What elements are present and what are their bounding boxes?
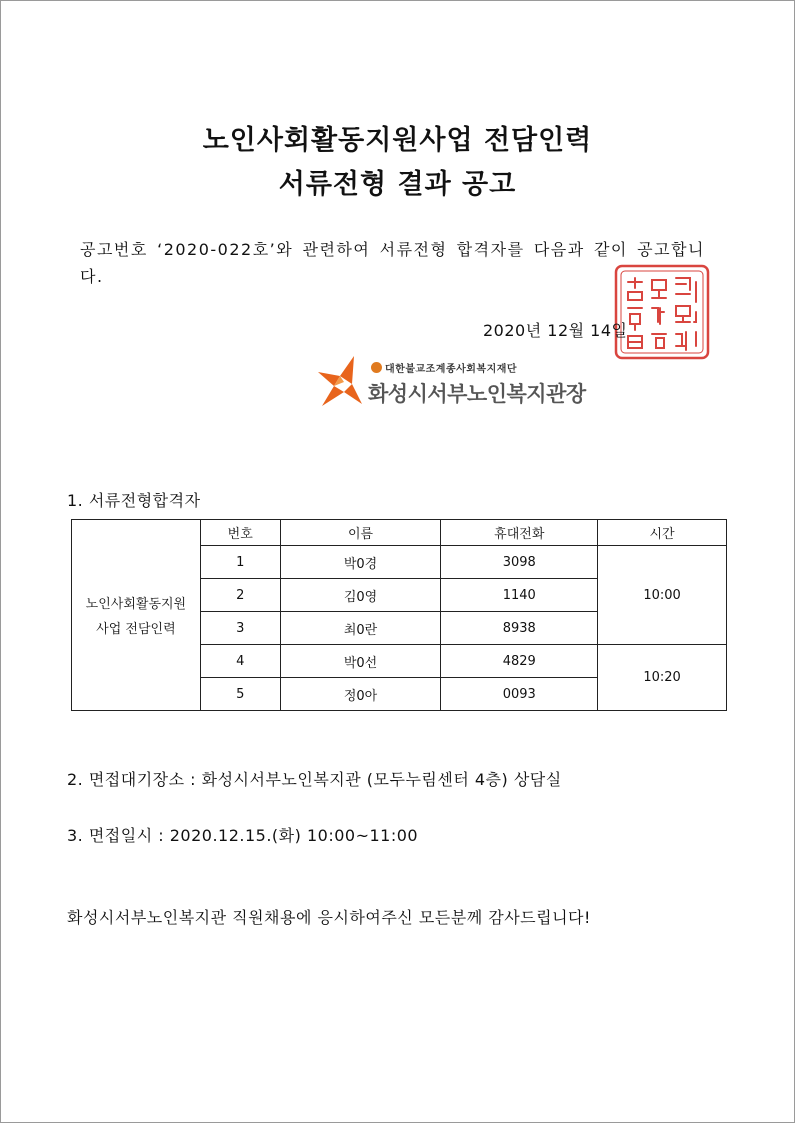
row-phone: 3098: [441, 546, 598, 579]
row-name: 김0영: [280, 579, 441, 612]
section-interview-location: 2. 면접대기장소 : 화성시서부노인복지관 (모두누림센터 4층) 상담실: [67, 770, 562, 789]
page-title: 노인사회활동지원사업 전담인력: [202, 125, 593, 156]
intro-paragraph: 공고번호 ‘2020-022호’와 관련하여 서류전형 합격자를 다음과 같이 공고합니다.: [80, 240, 705, 286]
row-number: 3: [200, 612, 280, 645]
row-phone: 4829: [441, 645, 598, 678]
official-seal-icon: [612, 262, 712, 362]
row-phone: 0093: [441, 678, 598, 711]
row-number: 1: [200, 546, 280, 579]
row-name: 박0선: [280, 645, 441, 678]
passed-applicants-table: [71, 519, 727, 711]
row-name: 최0란: [280, 612, 441, 645]
section-interview-datetime: 3. 면접일시 : 2020.12.15.(화) 10:00~11:00: [67, 826, 419, 845]
logo-org-label: [371, 360, 517, 375]
category-cell: [72, 520, 201, 711]
header-name: 이름: [280, 520, 441, 546]
row-number: 5: [200, 678, 280, 711]
category-line2: 사업 전담인력: [96, 622, 176, 637]
table-header-row: [72, 520, 727, 546]
header-time: 시간: [598, 520, 727, 546]
row-number: 2: [200, 579, 280, 612]
category-line1: 노인사회활동지원: [85, 597, 187, 612]
row-phone: 1140: [441, 579, 598, 612]
logo-org-text: 대한불교조계종사회복지재단: [385, 364, 518, 375]
row-number: 4: [200, 645, 280, 678]
page-subtitle: 서류전형 결과 공고: [278, 169, 517, 200]
logo-name: 화성시서부노인복지관장: [368, 382, 586, 406]
dharma-wheel-icon: [371, 362, 382, 373]
header-number: 번호: [200, 520, 280, 546]
row-name: 정0아: [280, 678, 441, 711]
time-slot-2: 10:20: [598, 645, 727, 711]
closing-message: 화성시서부노인복지관 직원채용에 응시하여주신 모든분께 감사드립니다!: [67, 908, 591, 927]
header-phone: 휴대전화: [441, 520, 598, 546]
time-slot-1: 10:00: [598, 546, 727, 645]
row-name: 박0경: [280, 546, 441, 579]
row-phone: 8938: [441, 612, 598, 645]
organization-logo: [316, 352, 586, 412]
announcement-date: 2020년 12월 14일: [483, 321, 628, 340]
section-passed-applicants: 1. 서류전형합격자: [67, 491, 201, 510]
logo-emblem-icon: [316, 354, 366, 410]
